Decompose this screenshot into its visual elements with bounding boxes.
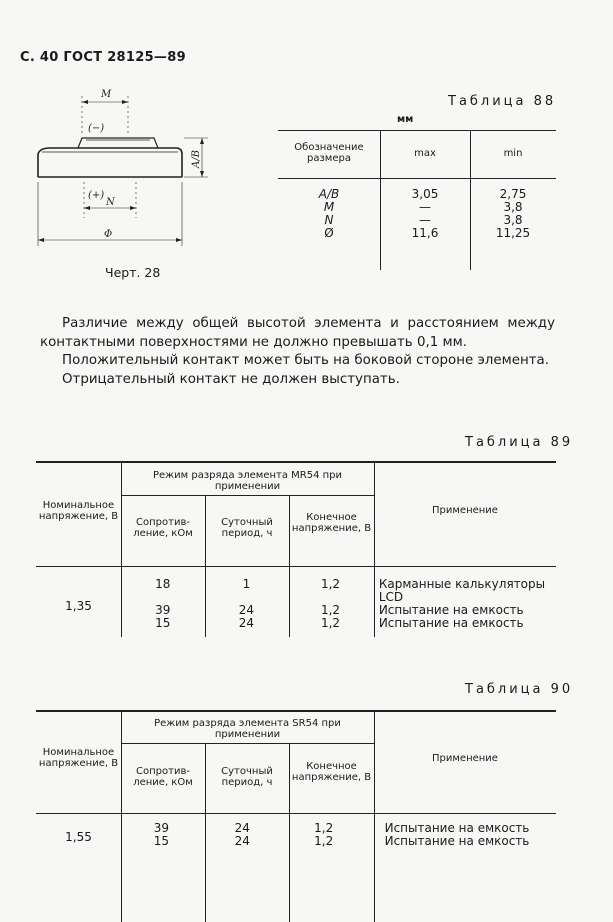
- page-header: С. 40 ГОСТ 28125—89: [20, 50, 186, 65]
- label-n: N: [106, 197, 115, 208]
- label-m: M: [101, 89, 112, 100]
- body-text: [40, 315, 555, 389]
- table90-nominal-value: 1,55: [65, 830, 92, 844]
- paragraph: Отрицательный контакт не должен выступать.: [62, 371, 400, 387]
- cell-drawing: [28, 82, 218, 272]
- table88-unit: мм: [397, 114, 414, 125]
- drawing-arrow: [122, 100, 128, 104]
- table-row: 39 24 1,2 Испытание на емкость: [153, 821, 530, 835]
- table90-header-application: Применение: [432, 753, 498, 764]
- table90-header-final-voltage: Конечное напряжение, В: [291, 761, 372, 783]
- table90-body: [121, 822, 556, 848]
- label-minus: (−): [88, 123, 105, 134]
- table-row: 15 24 1,2 Испытание на емкость: [153, 834, 530, 848]
- table89-header-period: Суточный период, ч: [221, 517, 273, 539]
- table89-nominal-value: 1,35: [65, 599, 92, 613]
- drawing-cap-outline: [78, 138, 158, 148]
- table-row: 18 1 1,2 Карманные калькуляторы LCD: [155, 577, 546, 604]
- table-row: 39 24 1,2 Испытание на емкость: [155, 603, 524, 617]
- table-row: N — 3,8: [324, 213, 523, 227]
- table88-header-max: max: [414, 148, 436, 159]
- drawing-arrow: [200, 171, 204, 177]
- drawing-arrow: [82, 100, 88, 104]
- table89-header-nominal: Номинальное напряжение, В: [38, 500, 119, 522]
- table90-header-resistance: Сопротив-ление, кОм: [133, 766, 193, 788]
- table88-caption: Таблица 88: [448, 94, 557, 109]
- figure-caption: Черт. 28: [105, 265, 161, 280]
- paragraph: Различие между общей высотой элемента и расстоянием между контактными поверхностями не должно превышать 0,1 мм.: [40, 316, 555, 350]
- table90-header-mode: Режим разряда элемента SR54 при применении: [154, 718, 341, 740]
- drawing-arrow: [84, 206, 90, 210]
- table-row: A/B 3,05 2,75: [318, 187, 527, 201]
- table89-header-final-voltage: Конечное напряжение, В: [291, 512, 372, 534]
- paragraph: Положительный контакт может быть на боковой стороне элемента.: [62, 353, 549, 368]
- table-row: 15 24 1,2 Испытание на емкость: [155, 616, 524, 630]
- table-row: M — 3,8: [323, 200, 523, 214]
- table89-caption: Таблица 89: [465, 435, 574, 450]
- table88-header-designation: Обозначение размера: [294, 142, 364, 164]
- table90-caption: Таблица 90: [465, 682, 574, 697]
- table90-header-period: Суточный период, ч: [221, 766, 273, 788]
- drawing-arrow: [38, 238, 44, 242]
- table89-body: [121, 578, 556, 630]
- table89-header-application: Применение: [432, 505, 498, 516]
- drawing-arrow: [200, 138, 204, 144]
- table89-header-resistance: Сопротив-ление, кОм: [133, 517, 193, 539]
- label-ab: A/B: [191, 150, 202, 168]
- table90-header-nominal: Номинальное напряжение, В: [38, 747, 119, 769]
- table88-header-min: min: [503, 148, 523, 159]
- table-row: Ø 11,6 11,25: [324, 226, 531, 240]
- label-plus: (+): [88, 190, 105, 201]
- table88-body: [278, 188, 556, 240]
- drawing-arrow: [176, 238, 182, 242]
- drawing-arrow: [130, 206, 136, 210]
- table89-header-mode: Режим разряда элемента MR54 при применении: [152, 470, 343, 492]
- label-phi: Φ: [104, 229, 113, 240]
